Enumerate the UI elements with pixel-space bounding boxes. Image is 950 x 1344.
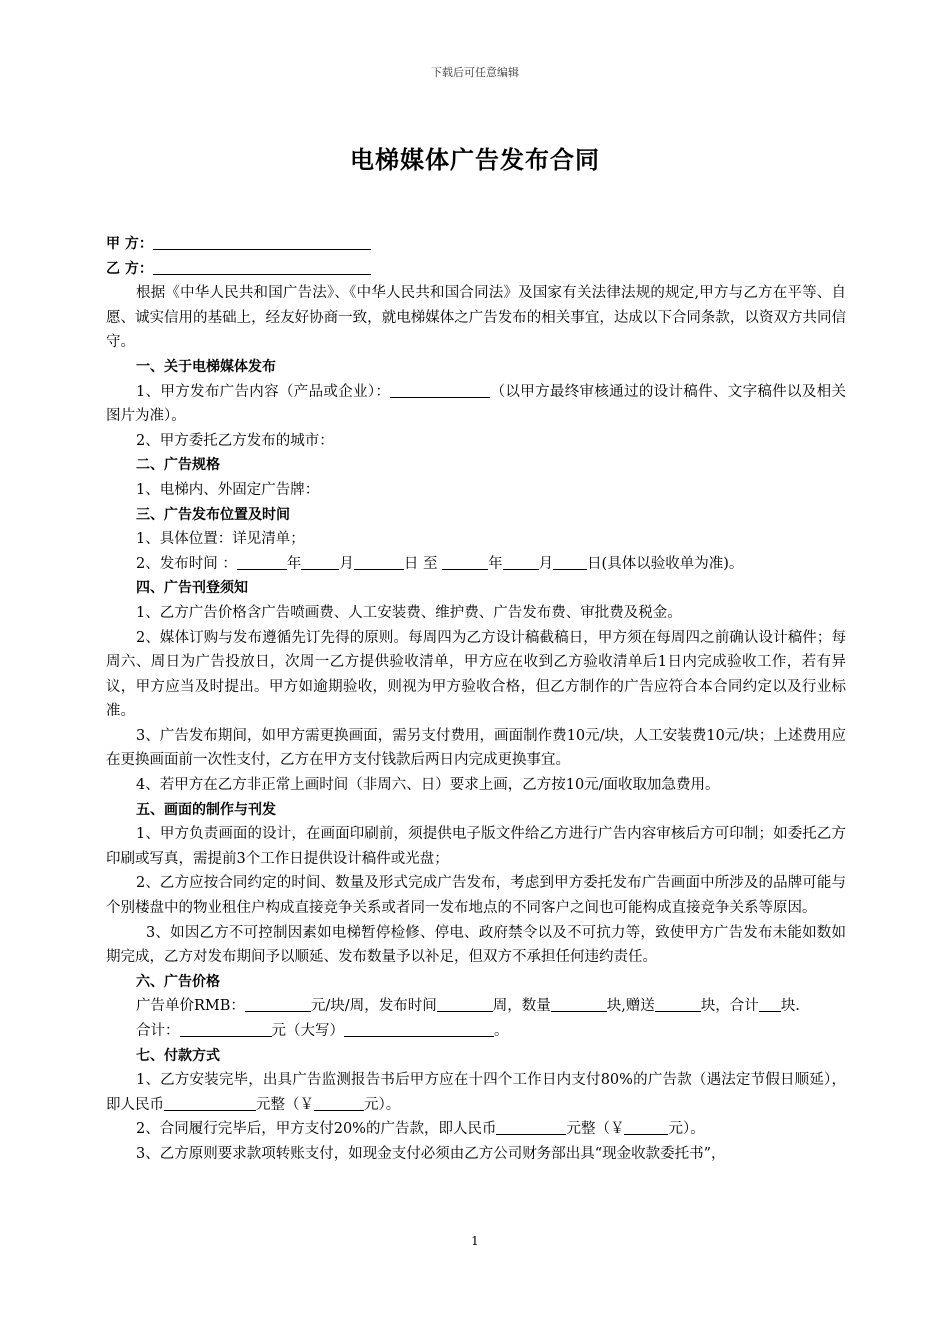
sum-label: 块，合计: [700, 998, 759, 1015]
gift-blank: [655, 996, 701, 1012]
section-4-item-1: 1、乙方广告价格含广告喷画费、人工安装费、维护费、广告发布费、审批费及税金。: [136, 604, 682, 621]
party-b-label: 乙 方：: [106, 260, 153, 277]
end-year-blank: [442, 554, 488, 570]
section-5-item-3: 3、如因乙方不可控制因素如电梯暂停检修、停电、政府禁令以及不可抗力等，致使甲方广告发布未能如数如期完成，乙方对发布期间予以顺延、发布数量予以补足，但双方不承担任何违约责任。: [106, 924, 846, 966]
section-7-item-3: 3、乙方原则要求款项转账支付，如现金支付必须由乙方公司财务部出具“现金收款委托书”，: [136, 1145, 726, 1162]
start-month-blank: [301, 554, 339, 570]
section-7-heading: 七、付款方式: [136, 1047, 220, 1064]
total-line: [106, 1019, 846, 1044]
month-label: 月: [339, 555, 354, 572]
header-note: 下载后可任意编辑: [431, 66, 519, 79]
party-a-blank: [153, 234, 371, 250]
section-6-heading: 六、广告价格: [136, 973, 220, 990]
end-month-blank: [503, 554, 539, 570]
content-blank: [390, 382, 490, 398]
s7-p1-mid: 元整（￥: [256, 1096, 314, 1113]
s7-p1-end: 元）。: [364, 1096, 401, 1113]
section-3-item-1: 1、具体位置：详见清单；: [136, 531, 305, 548]
section-2-heading: 二、广告规格: [136, 457, 220, 474]
total-caps-blank: [344, 1021, 494, 1037]
s7-p2-text: 2、合同履行完毕后，甲方支付20%的广告款，即人民币: [136, 1121, 497, 1138]
s7-p2-mid: 元整（￥: [566, 1121, 625, 1138]
s3-p2-label: 2、发布时间 ：: [136, 555, 237, 572]
total-label: 合计：: [136, 1023, 180, 1039]
s1-p1-text: 1、甲方发布广告内容（产品或企业）：: [136, 383, 391, 400]
section-3-heading: 三、广告发布位置及时间: [136, 506, 290, 523]
year-label: 年: [286, 555, 302, 572]
year-label-2: 年: [488, 555, 503, 572]
s3-p2-end: 日(具体以验收单为准)。: [587, 555, 744, 572]
party-b-blank: [153, 259, 371, 275]
party-a-label: 甲 方：: [106, 236, 153, 252]
payment-1-yen-blank: [314, 1095, 364, 1111]
end-day-blank: [553, 554, 587, 570]
s7-p1-text: 1、乙方安装完毕，出具广告监测报告书后甲方应在十四个工作日内支付80%的广告款（遇法定节假日顺延），即人民币: [106, 1072, 846, 1113]
price-label: 广告单价RMB：: [136, 998, 245, 1015]
month-label-2: 月: [538, 555, 554, 572]
section-4-heading: 四、广告刊登须知: [136, 580, 248, 597]
section-4-item-3: 3、广告发布期间，如甲方需更换画面，需另支付费用，画面制作费10元/块，人工安装费10元/块；上述费用应在更换画面前一次性支付，乙方在甲方支付钱款后两日内完成更换事宜。: [106, 727, 846, 769]
section-3-item-2: [106, 552, 846, 577]
intro-paragraph: 根据《中华人民共和国广告法》、《中华人民共和国合同法》及国家有关法律法规的规定,甲方与乙方在平等、自愿、诚实信用的基础上，经友好协商一致，就电梯媒体之广告发布的相关事宜，达成以下合同条款，以资双方共同信守。: [106, 285, 846, 351]
section-7-item-1: [106, 1068, 846, 1117]
section-5-heading: 五、画面的制作与刊发: [136, 801, 276, 818]
section-1-item-1: [106, 380, 846, 429]
total-caps-label: 元（大写）: [271, 1023, 344, 1039]
section-7-item-2: [106, 1117, 846, 1142]
weeks-label: 周，数量: [492, 998, 551, 1015]
section-1-heading: 一、关于电梯媒体发布: [136, 358, 276, 375]
section-1-item-2: 2、甲方委托乙方发布的城市：: [136, 432, 334, 449]
section-5-item-1: 1、甲方负责画面的设计，在画面印刷前，须提供电子版文件给乙方进行广告内容审核后方可印制；如委托乙方印刷或写真，需提前3个工作日提供设计稿件或光盘；: [106, 826, 846, 867]
s1-p1-text-2: （以甲方最终审核通过的设计稿件、文字稿件以及相关图片为准）。: [106, 383, 846, 425]
section-4-item-2: 2、媒体订购与发布遵循先订先得的原则。每周四为乙方设计稿截稿日，甲方须在每周四之前确认设计稿件；每周六、周日为广告投放日，次周一乙方提供验收清单，甲方应在收到乙方验收清单后1日内完成验收工作，若有异议，甲方应当及时提出。甲方如逾期验收，则视为甲方验收合格，但乙方制作的广告应符合本合同约定以及行业标准。: [106, 629, 846, 720]
gift-label: 块,赠送: [606, 998, 655, 1015]
party-b-line: [106, 257, 846, 282]
party-a-line: [106, 232, 846, 257]
payment-2-blank: [496, 1119, 566, 1135]
sum-unit-label: 块.: [780, 998, 800, 1015]
start-day-blank: [354, 554, 404, 570]
document-title: 电梯媒体广告发布合同: [350, 146, 600, 174]
payment-2-yen-blank: [624, 1119, 668, 1135]
sum-blank: [759, 996, 781, 1012]
s7-p2-end: 元）。: [668, 1121, 705, 1138]
total-blank: [180, 1021, 272, 1037]
quantity-blank: [551, 996, 607, 1012]
unit-price-blank: [245, 996, 311, 1012]
day-to-label: 日 至: [403, 555, 443, 572]
price-unit-label: 元/块/周，发布时间: [310, 998, 437, 1015]
section-4-item-4: 4、若甲方在乙方非正常上画时间（非周六、日）要求上画，乙方按10元/面收取加急费用。: [136, 777, 720, 794]
payment-1-blank: [164, 1095, 256, 1111]
total-end: 。: [494, 1023, 509, 1039]
weeks-blank: [437, 996, 493, 1012]
start-year-blank: [237, 554, 287, 570]
document-body: [106, 232, 846, 1167]
section-2-item-1: 1、电梯内、外固定广告牌：: [136, 481, 320, 498]
section-5-item-2: 2、乙方应按合同约定的时间、数量及形式完成广告发布，考虑到甲方委托发布广告画面中所涉及的品牌可能与个别楼盘中的物业租住户构成直接竞争关系或者同一发布地点的不同客户之间也可能构成直接竞争关系等原因。: [106, 875, 846, 917]
page-number: 1: [471, 1234, 479, 1248]
price-line: [106, 994, 846, 1019]
